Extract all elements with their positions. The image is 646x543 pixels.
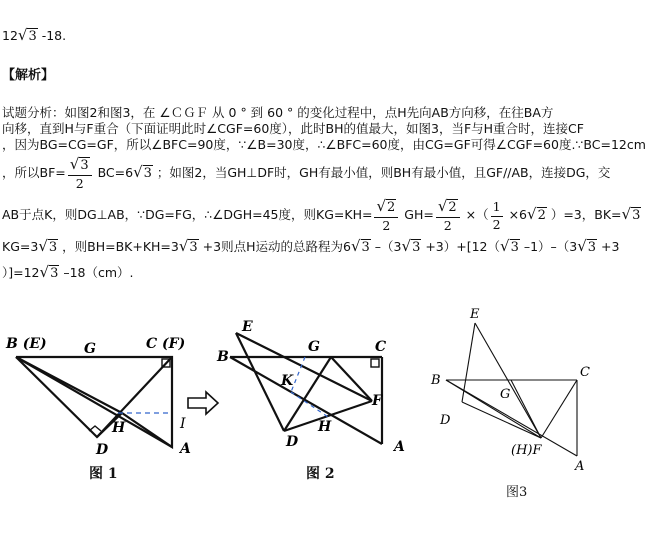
fig3-label-a: A	[575, 459, 585, 474]
fig3-label-b: B	[431, 373, 441, 388]
answer-coef: 12	[2, 28, 18, 43]
fig2-label-a: A	[394, 439, 405, 455]
fig2-label-g: G	[308, 339, 320, 355]
fraction: $\frac{√3}{2}$	[68, 155, 92, 192]
fig2-label-h: H	[318, 419, 332, 435]
fig1-label-b: B (E)	[6, 336, 47, 352]
fig3-label-d: D	[440, 413, 451, 428]
fig3-label-g: G	[500, 387, 511, 402]
fig2-label-f: F	[372, 393, 382, 409]
fig2-label-d: D	[286, 434, 299, 450]
fig3-label-hf: (H)F	[511, 443, 542, 458]
analysis-line-1: 试题分析：如图2和图3，在 ∠ＣＧＦ 从 0 ° 到 60 ° 的变化过程中，点H先向AB方向移，在往BA方	[2, 105, 554, 120]
fraction: $\frac{1}{2}$	[492, 199, 501, 232]
fig1-label-c: C (F)	[146, 336, 186, 352]
answer-radical: √3	[17, 26, 37, 44]
transition-arrow	[188, 392, 218, 414]
fraction: $\frac{√2}{2}$	[374, 197, 398, 234]
analysis-line-3: ，因为BG=CG=GF，所以∠BFC=90度，∵∠B=30度，∴∠BFC=60度，由CG=GF可得∠CGF=60度.∵BC=12cm	[2, 137, 646, 152]
fig3-caption: 图3	[506, 485, 528, 500]
figure-3	[446, 323, 577, 456]
analysis-line-2: 向移，直到H与F重合（下面证明此时∠CGF=60度），此时BH的值最大，如图3，当F与H重合时，连接CF	[2, 121, 584, 136]
fig2-label-b: B	[217, 349, 229, 365]
analysis-line-6: KG=3√3 ，则BH=BK+KH=3√3 +3则点H运动的总路程为6√3 –（3√3 +3）+[12（√3 –1）–（3√3 +3	[2, 237, 620, 255]
fig2-label-e: E	[242, 319, 253, 335]
answer-tail: -18.	[37, 28, 67, 43]
figure-2	[230, 333, 382, 444]
section-title: 【解析】	[2, 68, 55, 83]
fig1-caption: 图 1	[89, 466, 118, 482]
fig1-label-a: A	[180, 441, 191, 457]
fig3-label-c: C	[580, 365, 590, 380]
figure-1	[16, 357, 172, 447]
fig2-label-c: C	[375, 339, 387, 355]
fig1-label-g: G	[84, 341, 96, 357]
analysis-line-5: AB于点K，则DG⊥AB，∵DG=FG，∴∠DGH=45度，则KG=KH= $\frac{√2}{2}$ GH= $\frac{√2}{2}$ ×（ $\frac{1}{2}$ ×6√2 ）=3，BK=√3	[2, 197, 641, 233]
fig1-label-h: H	[112, 420, 126, 436]
analysis-line-7: ）]=12√3 –18（cm）.	[2, 263, 134, 281]
fig2-caption: 图 2	[306, 466, 335, 482]
fraction: $\frac{√2}{2}$	[436, 197, 460, 234]
fig1-label-d: D	[96, 442, 109, 458]
analysis-line-4: ，所以BF= $\frac{√3}{2}$ BC=6√3 ；如图2，当GH⊥DF时，GH有最小值，则BH有最小值，且GF//AB，连接DG，交	[2, 155, 611, 191]
fig3-label-e: E	[470, 307, 480, 322]
fig1-label-i: I	[180, 416, 186, 432]
fig2-label-k: K	[281, 373, 294, 389]
